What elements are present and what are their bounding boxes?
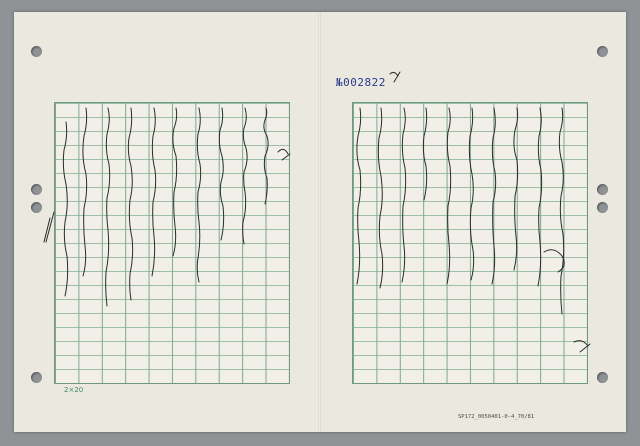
manuscript-sheet — [14, 12, 626, 432]
archive-stamp: SP172_0050401-0-4_70/81 — [458, 414, 535, 420]
margin-note: 2×20 — [64, 386, 84, 394]
handwriting-layer — [14, 12, 626, 432]
serial-number: №002822 — [336, 76, 386, 89]
